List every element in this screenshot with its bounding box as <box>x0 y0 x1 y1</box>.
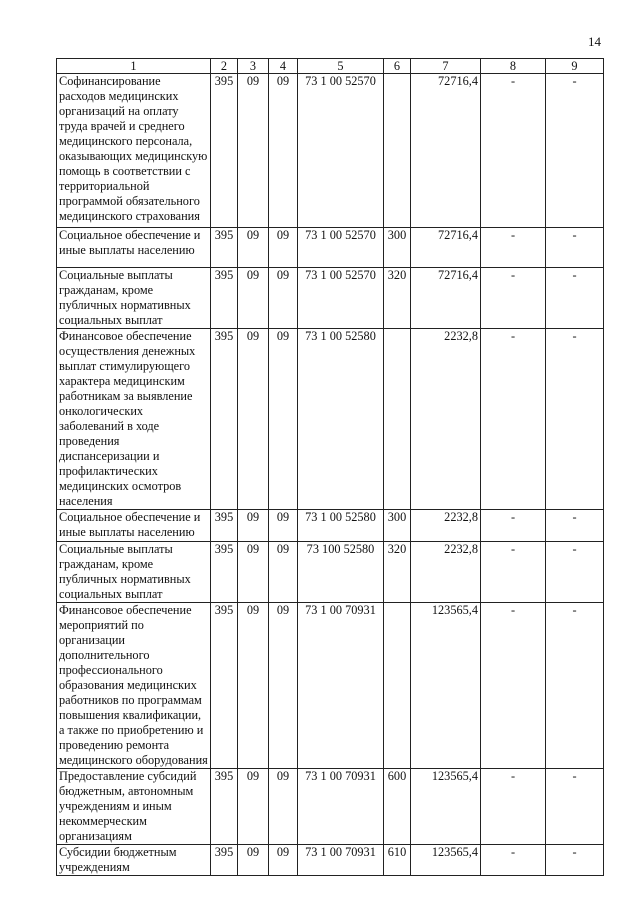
code-subsection-cell: 09 <box>269 542 298 603</box>
code-subsection-cell: 09 <box>269 845 298 876</box>
table-row <box>57 603 604 769</box>
table-row <box>57 74 604 228</box>
code-admin-cell: 395 <box>211 603 238 769</box>
code-section-cell: 09 <box>238 228 269 268</box>
code-target-cell: 73 1 00 52570 <box>298 268 384 329</box>
code-section-cell: 09 <box>238 603 269 769</box>
code-admin-cell: 395 <box>211 845 238 876</box>
row-name-cell: Софинансирование расходов медицинских организаций на оплату труда врачей и среднего медицинского персонала, оказывающих медицинскую помощь в соответствии с территориальной программой обязательного медицинского страхования <box>57 74 211 228</box>
code-expense-type-cell <box>384 74 411 228</box>
code-section-cell: 09 <box>238 510 269 542</box>
code-admin-cell: 395 <box>211 510 238 542</box>
column-header: 9 <box>546 59 604 74</box>
code-expense-type-cell <box>384 329 411 510</box>
row-name-cell: Финансовое обеспечение осуществления денежных выплат стимулирующего характера медицинским работникам за выявление онкологических заболеваний в ходе проведения диспансеризации и профилактических медицинских осмотров населения <box>57 329 211 510</box>
column-9-cell: - <box>546 769 604 845</box>
code-expense-type-cell: 600 <box>384 769 411 845</box>
row-name-cell: Социальные выплаты гражданам, кроме публичных нормативных социальных выплат <box>57 268 211 329</box>
column-9-cell: - <box>546 510 604 542</box>
column-9-cell: - <box>546 74 604 228</box>
code-expense-type-cell: 320 <box>384 268 411 329</box>
column-header: 7 <box>411 59 481 74</box>
code-expense-type-cell: 300 <box>384 228 411 268</box>
code-section-cell: 09 <box>238 769 269 845</box>
column-9-cell: - <box>546 603 604 769</box>
code-target-cell: 73 1 00 70931 <box>298 603 384 769</box>
code-subsection-cell: 09 <box>269 74 298 228</box>
amount-cell: 123565,4 <box>411 769 481 845</box>
row-name-cell: Предоставление субсидий бюджетным, автономным учреждениям и иным некоммерческим организациям <box>57 769 211 845</box>
amount-cell: 2232,8 <box>411 510 481 542</box>
code-subsection-cell: 09 <box>269 329 298 510</box>
column-8-cell: - <box>481 845 546 876</box>
column-8-cell: - <box>481 542 546 603</box>
code-section-cell: 09 <box>238 542 269 603</box>
code-admin-cell: 395 <box>211 268 238 329</box>
code-subsection-cell: 09 <box>269 603 298 769</box>
column-header: 2 <box>211 59 238 74</box>
code-section-cell: 09 <box>238 329 269 510</box>
amount-cell: 72716,4 <box>411 268 481 329</box>
column-8-cell: - <box>481 510 546 542</box>
column-8-cell: - <box>481 769 546 845</box>
table-row <box>57 329 604 510</box>
row-name-cell: Субсидии бюджетным учреждениям <box>57 845 211 876</box>
page-number: 14 <box>588 34 601 49</box>
column-header: 8 <box>481 59 546 74</box>
code-section-cell: 09 <box>238 268 269 329</box>
code-subsection-cell: 09 <box>269 228 298 268</box>
table-body <box>57 74 604 876</box>
row-name-cell: Социальное обеспечение и иные выплаты населению <box>57 228 211 268</box>
table-row <box>57 542 604 603</box>
amount-cell: 72716,4 <box>411 74 481 228</box>
amount-cell: 123565,4 <box>411 845 481 876</box>
column-9-cell: - <box>546 228 604 268</box>
code-expense-type-cell: 610 <box>384 845 411 876</box>
header-row <box>57 59 604 74</box>
code-subsection-cell: 09 <box>269 268 298 329</box>
code-subsection-cell: 09 <box>269 510 298 542</box>
code-subsection-cell: 09 <box>269 769 298 845</box>
column-header: 6 <box>384 59 411 74</box>
column-header: 5 <box>298 59 384 74</box>
code-expense-type-cell: 300 <box>384 510 411 542</box>
code-expense-type-cell: 320 <box>384 542 411 603</box>
column-header: 1 <box>57 59 211 74</box>
table-row <box>57 228 604 268</box>
table-row <box>57 845 604 876</box>
code-target-cell: 73 1 00 52580 <box>298 329 384 510</box>
code-target-cell: 73 1 00 70931 <box>298 845 384 876</box>
table-row <box>57 769 604 845</box>
code-admin-cell: 395 <box>211 769 238 845</box>
column-9-cell: - <box>546 845 604 876</box>
code-target-cell: 73 100 52580 <box>298 542 384 603</box>
amount-cell: 123565,4 <box>411 603 481 769</box>
code-admin-cell: 395 <box>211 74 238 228</box>
table-row <box>57 268 604 329</box>
amount-cell: 2232,8 <box>411 542 481 603</box>
code-target-cell: 73 1 00 70931 <box>298 769 384 845</box>
column-9-cell: - <box>546 542 604 603</box>
code-target-cell: 73 1 00 52580 <box>298 510 384 542</box>
code-expense-type-cell <box>384 603 411 769</box>
code-target-cell: 73 1 00 52570 <box>298 228 384 268</box>
amount-cell: 2232,8 <box>411 329 481 510</box>
column-8-cell: - <box>481 603 546 769</box>
column-8-cell: - <box>481 329 546 510</box>
column-9-cell: - <box>546 329 604 510</box>
row-name-cell: Социальное обеспечение и иные выплаты населению <box>57 510 211 542</box>
row-name-cell: Финансовое обеспечение мероприятий по организации дополнительного профессионального образования медицинских работников по программам повышения квалификации, а также по приобретению и проведению ремонта медицинского оборудования <box>57 603 211 769</box>
table-row <box>57 510 604 542</box>
code-admin-cell: 395 <box>211 329 238 510</box>
code-section-cell: 09 <box>238 845 269 876</box>
column-8-cell: - <box>481 74 546 228</box>
column-header: 3 <box>238 59 269 74</box>
code-target-cell: 73 1 00 52570 <box>298 74 384 228</box>
code-section-cell: 09 <box>238 74 269 228</box>
code-admin-cell: 395 <box>211 228 238 268</box>
budget-table <box>56 58 604 876</box>
code-admin-cell: 395 <box>211 542 238 603</box>
column-8-cell: - <box>481 228 546 268</box>
column-8-cell: - <box>481 268 546 329</box>
amount-cell: 72716,4 <box>411 228 481 268</box>
row-name-cell: Социальные выплаты гражданам, кроме публичных нормативных социальных выплат <box>57 542 211 603</box>
column-9-cell: - <box>546 268 604 329</box>
column-header: 4 <box>269 59 298 74</box>
